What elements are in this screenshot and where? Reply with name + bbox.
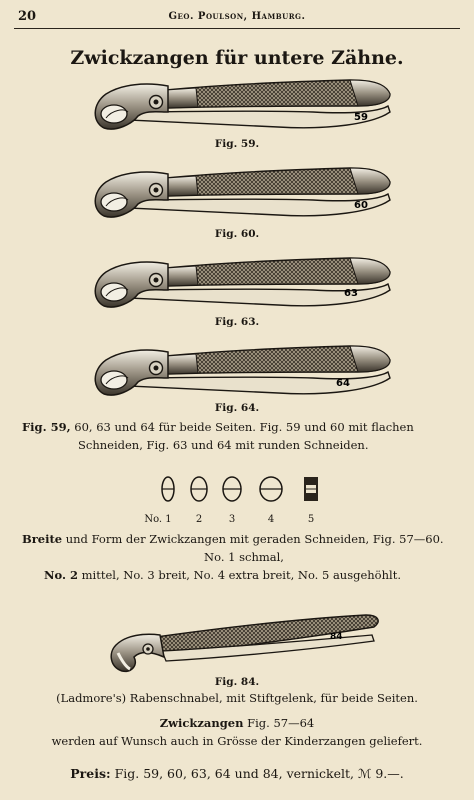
paragraph-text: und Form der Zwickzangen mit geraden Schneiden, Fig. 57—60. <box>62 532 444 546</box>
paragraph-lead: Fig. 59, <box>22 420 71 434</box>
engraved-number: 63 <box>344 288 358 299</box>
forceps-illustration-60 <box>88 160 398 226</box>
figure-84-description: (Ladmore's) Rabenschnabel, mit Stiftgelenk, für beide Seiten. <box>56 691 418 705</box>
page-number: 20 <box>18 9 37 24</box>
blade-label-1: No. 1 <box>144 514 172 525</box>
page-title: Zwickzangen für untere Zähne. <box>70 47 404 69</box>
page-header <box>14 6 460 29</box>
price-text: Fig. 59, 60, 63, 64 und 84, vernickelt, ℳ 9.—. <box>110 766 404 781</box>
blade-label-3: 3 <box>228 514 236 525</box>
blade-shape-3 <box>222 475 242 503</box>
engraved-number: 59 <box>354 112 368 123</box>
blade-width-paragraph <box>22 530 466 584</box>
forceps-illustration-64 <box>88 338 398 404</box>
blade-label-5: 5 <box>307 514 315 525</box>
forceps-illustration-59 <box>88 72 398 138</box>
engraved-number: 60 <box>354 200 368 211</box>
figure-caption-63: Fig. 63. <box>214 316 260 328</box>
publisher-name: Geo. Poulson, Hamburg. <box>168 11 306 22</box>
paragraph-text: Fig. 57—64 <box>243 716 315 730</box>
blade-shape-1 <box>158 475 178 503</box>
blade-label-2: 2 <box>195 514 203 525</box>
blade-label-4: 4 <box>267 514 275 525</box>
figure-caption-64: Fig. 64. <box>214 402 260 414</box>
paragraph-lead: Zwickzangen <box>159 716 244 730</box>
engraved-number: 84 <box>330 632 343 642</box>
price-line <box>0 765 474 783</box>
price-lead: Preis: <box>70 766 111 781</box>
forceps-illustration-84 <box>104 605 384 677</box>
size-note-paragraph <box>0 714 474 750</box>
paragraph-text: Schneiden, Fig. 63 und 64 mit runden Schneiden. <box>78 438 369 452</box>
blade-shape-4 <box>259 475 283 503</box>
paragraph-text: No. 1 schmal, <box>204 550 284 564</box>
figure-caption-84: Fig. 84. <box>214 676 260 688</box>
paragraph-lead: Breite <box>22 532 63 546</box>
paragraph-text: 60, 63 und 64 für beide Seiten. Fig. 59 und 60 mit flachen <box>70 420 414 434</box>
blade-shape-5 <box>301 475 321 503</box>
blade-shape-2 <box>189 475 209 503</box>
forceps-illustration-63 <box>88 250 398 316</box>
engraved-number: 64 <box>336 378 350 389</box>
paragraph-lead: No. 2 <box>44 568 78 582</box>
figure-caption-60: Fig. 60. <box>214 228 260 240</box>
paragraph-text: mittel, No. 3 breit, No. 4 extra breit, No. 5 ausgehöhlt. <box>78 568 401 582</box>
figure-caption-59: Fig. 59. <box>214 138 260 150</box>
paragraph-text: werden auf Wunsch auch in Grösse der Kinderzangen geliefert. <box>51 734 423 748</box>
description-paragraph <box>22 418 466 454</box>
